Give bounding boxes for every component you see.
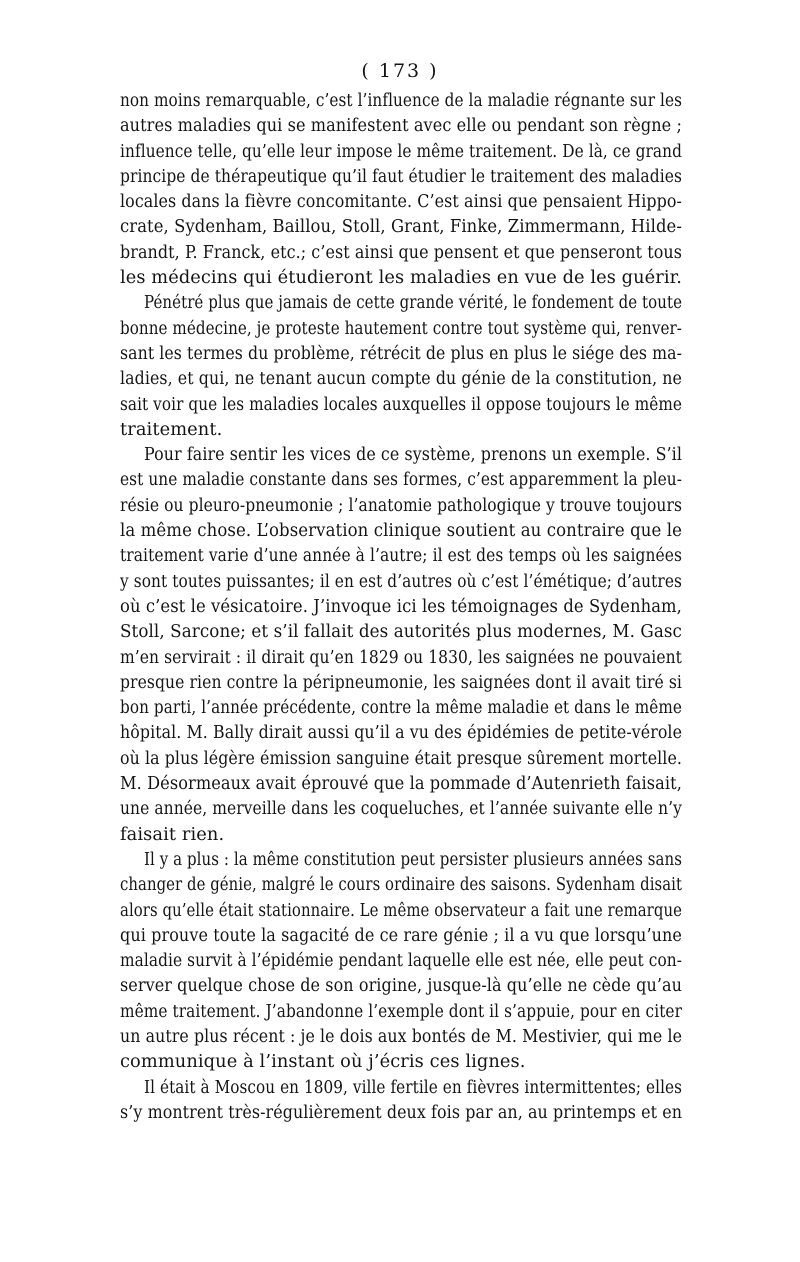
text-line xyxy=(120,240,682,265)
text-line-content: autres maladies qui se manifestent avec elle ou pendant son règne ; xyxy=(120,115,682,137)
text-line xyxy=(120,569,682,594)
text-line-content: une année, merveille dans les coqueluches, et l’année suivante elle n’y xyxy=(120,798,683,820)
text-line xyxy=(120,1100,682,1125)
text-line-content: server quelque chose de son origine, jusque-là qu’elle ne cède qu’au xyxy=(120,975,683,997)
text-line-content: alors qu’elle était stationnaire. Le même observateur a fait une remarque xyxy=(120,899,682,921)
text-line-content: principe de thérapeutique qu’il faut étudier le traitement des maladies xyxy=(120,165,683,187)
text-line xyxy=(120,139,682,164)
text-line-content: presque rien contre la péripneumonie, les saignées dont il avait tiré si xyxy=(120,671,683,693)
text-line-content: y sont toutes puissantes; il en est d’autres où c’est l’émétique; d’autres xyxy=(120,570,682,592)
text-line xyxy=(120,898,682,923)
text-line-content: crate, Sydenham, Baillou, Stoll, Grant, Finke, Zimmermann, Hilde- xyxy=(120,216,682,238)
text-line xyxy=(120,518,682,543)
text-line xyxy=(120,948,682,973)
text-line-content: traitement varie d’une année à l’autre; il est des temps où les saignées xyxy=(120,545,682,567)
text-line xyxy=(120,341,682,366)
text-line-content: faisait rien. xyxy=(120,823,225,845)
text-line-content: un autre plus récent : je le dois aux bontés de M. Mestivier, qui me le xyxy=(120,1025,683,1047)
text-line xyxy=(120,88,682,113)
text-line-content: même traitement. J’abandonne l’exemple dont il s’appuie, pour en citer xyxy=(120,1000,682,1022)
text-line xyxy=(120,265,682,290)
text-line-content: s’y montrent très-régulièrement deux fois par an, au printemps et en xyxy=(120,1101,683,1123)
text-line-content: maladie survit à l’épidémie pendant laquelle elle est née, elle peut con- xyxy=(120,950,683,972)
text-line-content: non moins remarquable, c’est l’influence de la maladie régnante sur les xyxy=(120,90,682,111)
text-line xyxy=(120,214,682,239)
text-line xyxy=(120,493,682,518)
text-line xyxy=(120,366,682,391)
text-line-content: traitement. xyxy=(120,418,223,440)
text-line xyxy=(120,594,682,619)
text-line xyxy=(120,695,682,720)
paragraph-first-line xyxy=(120,847,682,872)
text-line xyxy=(120,316,682,341)
text-line-content: communique à l’instant où j’écris ces lignes. xyxy=(120,1051,526,1073)
text-line-content: Pour faire sentir les vices de ce système, prenons un exemple. S’il xyxy=(144,444,682,466)
paragraph-first-line xyxy=(120,290,682,315)
text-line xyxy=(120,1024,682,1049)
text-line xyxy=(120,720,682,745)
text-line-content: Il était à Moscou en 1809, ville fertile en fièvres intermittentes; elles xyxy=(144,1076,683,1098)
text-line-content: M. Désormeaux avait éprouvé que la pommade d’Autenrieth faisait, xyxy=(120,773,683,795)
text-line xyxy=(120,189,682,214)
text-line-content: est une maladie constante dans ses formes, c’est apparemment la pleu- xyxy=(120,469,682,491)
text-line xyxy=(120,923,682,948)
text-line-content: résie ou pleuro-pneumonie ; l’anatomie pathologique y trouve toujours xyxy=(120,494,683,516)
text-line xyxy=(120,113,682,138)
text-line-content: locales dans la fièvre concomitante. C’est ainsi que pensaient Hippo- xyxy=(120,191,683,213)
text-line xyxy=(120,645,682,670)
text-line xyxy=(120,543,682,568)
text-line-content: sait voir que les maladies locales auxquelles il oppose toujours le même xyxy=(120,393,683,415)
text-line-content: sant les termes du problème, rétrécit de plus en plus le siége des ma- xyxy=(120,342,683,364)
paragraph-first-line xyxy=(120,1075,682,1100)
body-text xyxy=(120,88,682,1125)
text-line xyxy=(120,417,682,442)
text-line-content: changer de génie, malgré le cours ordinaire des saisons. Sydenham disait xyxy=(120,874,683,896)
text-line xyxy=(120,796,682,821)
text-line xyxy=(120,1049,682,1074)
paragraph-first-line xyxy=(120,442,682,467)
text-line-content: Pénétré plus que jamais de cette grande vérité, le fondement de toute xyxy=(144,292,683,314)
text-line-content: influence telle, qu’elle leur impose le même traitement. De là, ce grand xyxy=(120,140,683,162)
text-line xyxy=(120,872,682,897)
text-line-content: Stoll, Sarcone; et s’il fallait des autorités plus modernes, M. Gasc xyxy=(120,621,683,643)
text-line-content: où c’est le vésicatoire. J’invoque ici les témoignages de Sydenham, xyxy=(120,595,682,617)
text-line-content: brandt, P. Franck, etc.; c’est ainsi que pensent et que penseront tous xyxy=(120,241,683,263)
text-line-content: Il y a plus : la même constitution peut persister plusieurs années sans xyxy=(144,848,682,870)
text-line xyxy=(120,670,682,695)
text-line-content: qui prouve toute la sagacité de ce rare génie ; il a vu que lorsqu’une xyxy=(120,924,682,946)
text-line-content: la même chose. L’observation clinique soutient au contraire que le xyxy=(120,520,683,542)
text-line-content: hôpital. M. Bally dirait aussi qu’il a vu des épidémies de petite-vérole xyxy=(120,722,683,744)
text-line xyxy=(120,771,682,796)
text-line xyxy=(120,999,682,1024)
text-line xyxy=(120,619,682,644)
text-line xyxy=(120,822,682,847)
text-line-content: les médecins qui étudieront les maladies en vue de les guérir. xyxy=(120,267,682,289)
text-line-content: ladies, et qui, ne tenant aucun compte du génie de la constitution, ne xyxy=(120,368,682,390)
text-line-content: bon parti, l’année précédente, contre la même maladie et dans le même xyxy=(120,697,683,719)
text-line-content: bonne médecine, je proteste hautement contre tout système qui, renver- xyxy=(120,317,682,339)
text-line-content: m’en servirait : il dirait qu’en 1829 ou 1830, les saignées ne pouvaient xyxy=(120,646,682,668)
page-number: ( 173 ) xyxy=(361,60,439,82)
text-line xyxy=(120,973,682,998)
text-line xyxy=(120,746,682,771)
text-line-content: où la plus légère émission sanguine était presque sûrement mortelle. xyxy=(120,747,682,769)
text-line xyxy=(120,164,682,189)
text-line xyxy=(120,467,682,492)
text-line xyxy=(120,392,682,417)
